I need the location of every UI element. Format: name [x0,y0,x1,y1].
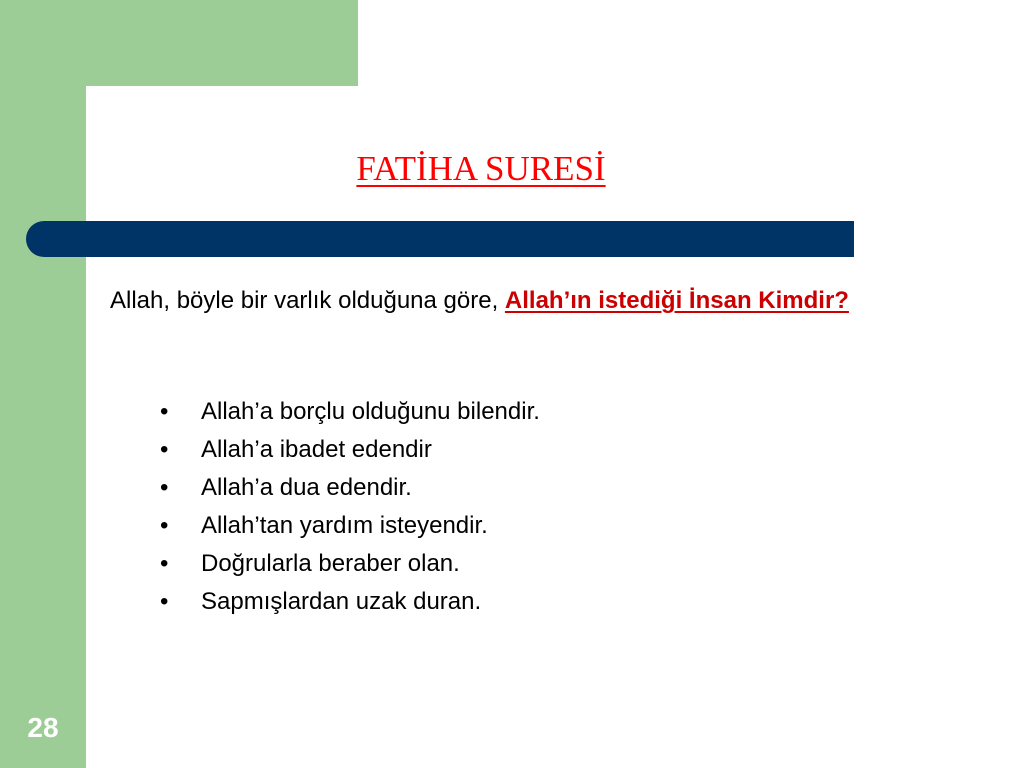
bullet-text: Doğrularla beraber olan. [201,550,460,577]
bullet-text: Allah’a dua edendir. [201,474,412,501]
green-frame-left [0,0,86,768]
bullet-icon: • [160,398,169,425]
bullet-icon: • [160,550,169,577]
bullet-icon: • [160,436,169,463]
bullet-icon: • [160,474,169,501]
bullet-text: Allah’a borçlu olduğunu bilendir. [201,398,540,425]
bullet-icon: • [160,512,169,539]
bullet-item [160,469,540,507]
bullet-item [160,507,540,545]
slide-title: FATİHA SURESİ [356,149,606,188]
intro-text: Allah, böyle bir varlık olduğuna göre, [110,287,505,314]
bullet-item [160,583,540,621]
bullet-icon: • [160,588,169,615]
bullet-text: Sapmışlardan uzak duran. [201,588,482,615]
page-number: 28 [27,712,59,743]
bullet-text: Allah’tan yardım isteyendir. [201,512,488,539]
intro-highlight: Allah’ın istediği İnsan Kimdir? [504,287,849,314]
bullet-item [160,431,540,469]
bullet-list [160,393,540,621]
intro-paragraph [110,283,1000,318]
title-divider-bar [26,221,854,257]
green-frame-top [0,0,358,86]
bullet-text: Allah’a ibadet edendir [201,436,432,463]
bullet-item [160,545,540,583]
bullet-item [160,393,540,431]
